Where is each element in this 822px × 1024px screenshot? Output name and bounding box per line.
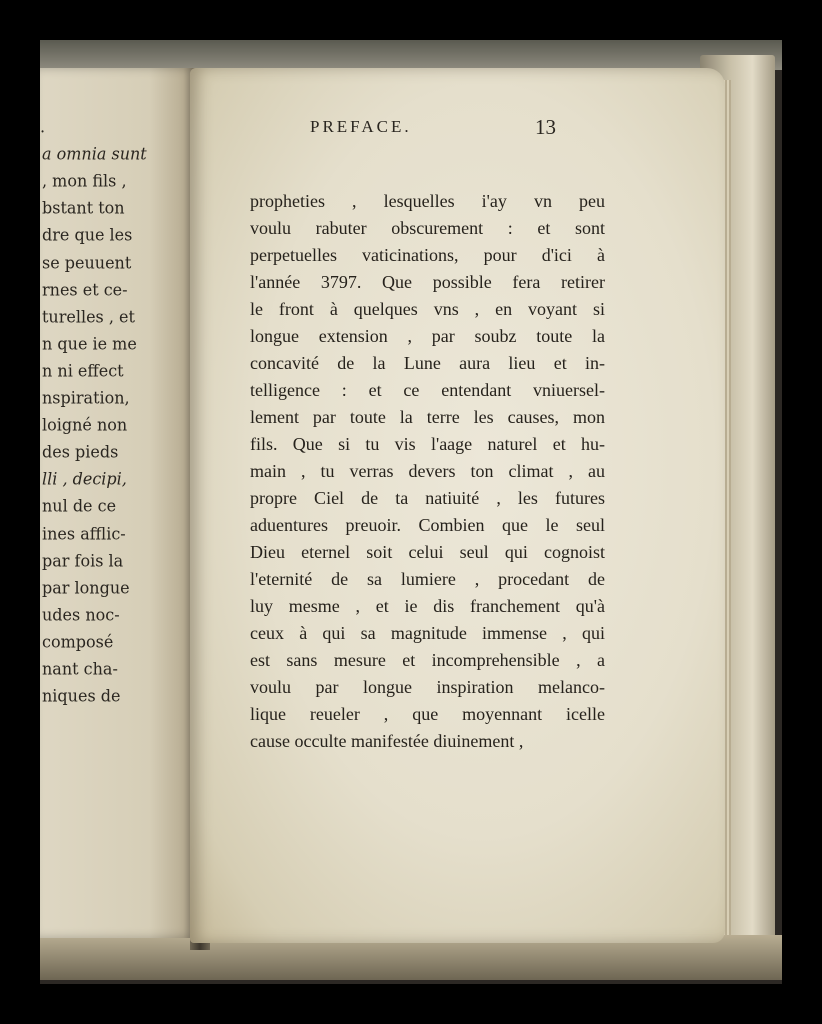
left-page-line: ines afflic- [42, 523, 126, 543]
page-number: 13 [535, 115, 556, 139]
left-page-line: a omnia sunt [42, 143, 147, 164]
left-page-line: des pieds [42, 441, 119, 462]
left-page-line: loigné non [42, 414, 128, 435]
left-page-line: niques de [42, 685, 121, 706]
text-line: lement par toute la terre les causes, mon [250, 407, 605, 427]
text-line: ceux à qui sa magnitude immense , qui [250, 623, 605, 643]
text-line: longue extension , par soubz toute la [250, 326, 605, 346]
left-page-line: composé [42, 631, 114, 652]
text-line: concavité de la Lune aura lieu et in- [250, 353, 605, 373]
text-line: main , tu verras devers ton climat , au [250, 461, 605, 481]
text-line: est sans mesure et incomprehensible , a [250, 650, 605, 670]
text-line: propre Ciel de ta natiuité , les futures [250, 488, 605, 508]
left-page-line: udes noc- [42, 604, 120, 625]
left-page-line: turelles , et [42, 306, 135, 327]
text-line: voulu par longue inspiration melanco- [250, 677, 605, 697]
left-page-line: bstant ton [42, 197, 125, 218]
text-line: lique reueler , que moyennant icelle [250, 704, 605, 724]
left-page-line: , mon fils , [42, 170, 127, 191]
right-page-text [250, 188, 605, 755]
left-page-line: rnes et ce- [42, 279, 128, 300]
left-page-line: se peuuent [42, 252, 132, 272]
left-page-line: nant cha- [42, 658, 118, 679]
text-line: Dieu eternel soit celui seul qui cognoist [250, 542, 605, 562]
text-line: aduentures preuoir. Combien que le seul [250, 515, 605, 535]
left-page-line: dre que les [42, 224, 133, 245]
left-page-line: nul de ce [42, 495, 117, 516]
text-line: telligence : et ce entendant vniuersel- [250, 380, 605, 400]
text-line: voulu rabuter obscurement : et sont [250, 218, 605, 238]
left-page-line: n ni effect [42, 360, 124, 381]
text-line: luy mesme , et ie dis franchement qu'à [250, 596, 605, 616]
text-line: l'eternité de sa lumiere , procedant de [250, 569, 605, 589]
text-line: le front à quelques vns , en voyant si [250, 299, 605, 319]
book-binding-top [40, 40, 782, 70]
left-page-line: n que ie me [42, 333, 137, 354]
left-page-line: nspiration, [42, 387, 130, 408]
text-line: perpetuelles vaticinations, pour d'ici à [250, 245, 605, 265]
running-head: PREFACE. [310, 117, 412, 136]
text-line: propheties , lesquelles i'ay vn peu [250, 191, 605, 211]
left-page-line: par fois la [42, 550, 124, 571]
left-page-line: . [40, 116, 46, 137]
left-page-line: par longue [42, 577, 130, 598]
text-line: cause occulte manifestée diuinement , [250, 731, 524, 751]
left-page [40, 68, 196, 938]
text-line: fils. Que si tu vis l'aage naturel et hu- [250, 434, 605, 454]
page-header [150, 117, 685, 143]
text-line: l'année 3797. Que possible fera retirer [250, 272, 605, 292]
left-page-line: lli , decipi, [42, 468, 127, 489]
